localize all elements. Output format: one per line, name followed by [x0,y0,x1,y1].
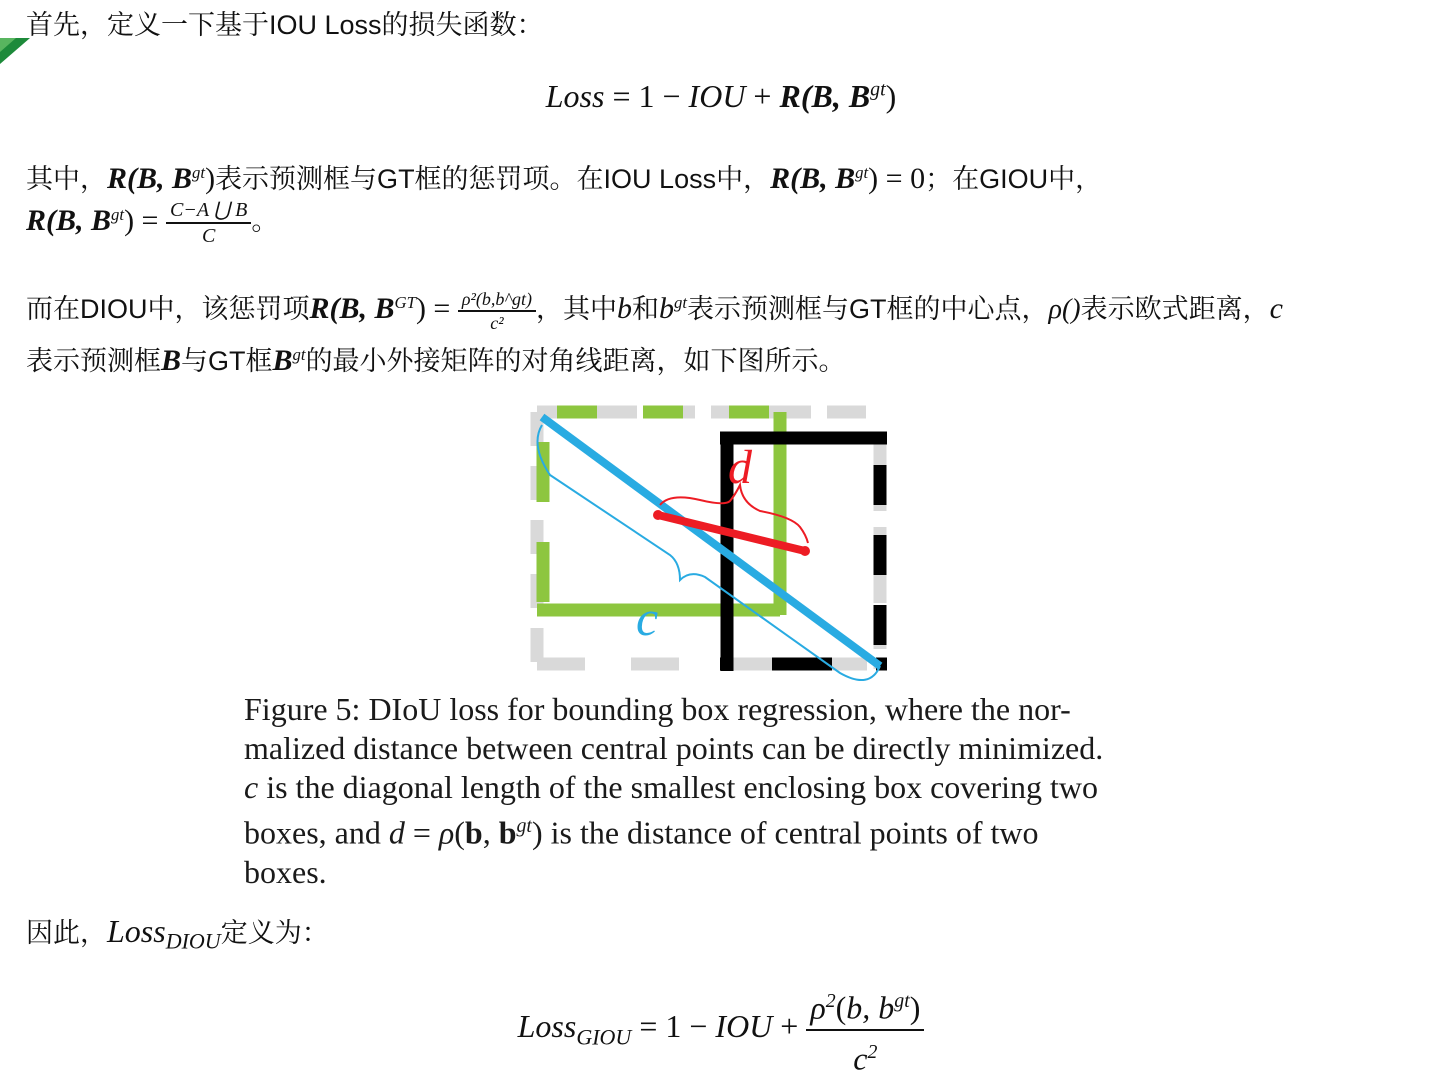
caption-line1-text: DIoU loss for bounding box regression, where the nor- [360,691,1071,727]
para3-bgt-sup: gt [673,293,688,312]
para4-loss: Loss [107,913,166,949]
para2-r1: R(B, B [107,162,193,195]
eq2-loss: Loss [517,1008,577,1044]
para3-line2-text1: 表示预测框 [26,346,161,376]
para2-close1: ) [205,162,216,195]
diagonal-c-line [542,417,880,666]
corner-ribbon-highlight [0,38,16,52]
eq2-close: ) [909,989,921,1026]
eq2-fraction-num [806,980,924,1031]
label-c: c [636,590,659,646]
caption-line4 [244,807,1180,853]
para2-sup1: gt [192,163,206,182]
eq1-plus: + [745,78,780,114]
eq1-equals: = 1 − [604,78,689,114]
para3-text2: ，其中 [535,294,617,324]
para4-sub: DIOU [165,928,221,954]
para4-text1: 因此， [26,918,107,948]
diou-paragraph-line2 [26,338,1416,378]
caption-line4-rest: is the distance of central points of two [542,814,1039,851]
center-point-bgt [800,546,810,556]
para3-text4: 表示预测框与GT框的中心点， [687,294,1049,324]
caption-eq: = [404,814,439,851]
eq1-iou: IOU [688,78,746,114]
para3-c: c [1269,292,1283,325]
para3-close1: ) = [415,292,458,325]
eq2-plus: + [772,1008,807,1044]
penalty-paragraph-line2 [26,198,1416,248]
para2-sup3: gt [111,205,125,225]
eq2-iou: IOU [715,1008,773,1044]
caption-close: ) [531,814,543,851]
para3-line2-text3: 的最小外接矩阵的对角线距离，如下图所示。 [305,346,846,376]
caption-label: Figure 5: [244,691,361,727]
giou-fraction-den: C [201,225,216,247]
eq2-args: b, b [846,989,895,1026]
para2-close2: ) = 0 [868,162,926,195]
para3-line2-Bgt: B [272,344,293,377]
giou-fraction [166,198,251,248]
caption-line4-a: boxes, and [244,814,389,851]
para3-line2-Bgt-sup: gt [292,345,306,364]
diou-fraction-den: c² [490,312,504,333]
para2-r3: R(B, B [26,204,112,238]
eq1-args: (B, B [800,78,871,114]
penalty-paragraph-line1 [26,156,1416,196]
para2-text2: 表示预测框与GT框的惩罚项。在IOU Loss中， [215,164,771,194]
para3-text5: 表示欧式距离， [1080,294,1270,324]
para3-text3: 和 [631,294,659,324]
intro-text: 首先，定义一下基于IOU Loss的损失函数： [26,10,544,40]
para3-sup1: GT [394,293,416,312]
caption-c: c [244,769,259,805]
eq1-sup: gt [870,78,886,101]
para2-text3: ；在GIOU中， [925,164,1103,194]
eq2-rho-sup: 2 [825,990,836,1012]
para2-text4: 。 [251,206,279,237]
eq2-fraction-den [806,1031,924,1080]
caption-line5: boxes. [244,853,327,890]
para2-sup2: gt [855,163,869,182]
caption-b: b [464,814,483,851]
eq1-r: R [779,78,801,114]
caption-line3 [244,768,1180,807]
caption-d: d [388,814,405,851]
para3-bgt: b [658,292,674,325]
therefore-paragraph [26,914,1416,958]
para2-close3: ) = [124,204,166,238]
eq2-den: c [853,1040,868,1077]
eq2-args-open: ( [835,989,847,1026]
equation-iou-loss [0,78,1442,115]
para4-text2: 定义为： [220,918,329,948]
caption-b2: b [498,814,517,851]
giou-fraction-num: C−A ⋃ B [166,198,251,224]
diou-figure [530,405,900,690]
eq1-loss: Loss [545,78,605,114]
para3-line2-text2: 与GT框 [181,346,273,376]
figure-caption [244,690,1180,892]
label-d: d [728,441,752,494]
eq2-sub: GIOU [576,1024,632,1050]
caption-open: ( [454,814,465,851]
para3-b: b [616,292,632,325]
para2-text1: 其中， [26,164,107,194]
equation-diou-loss [0,980,1442,1079]
caption-line3-text: is the diagonal length of the smallest enclosing box covering two [258,769,1099,805]
diou-paragraph-line1 [26,286,1416,334]
para2-r2: R(B, B [770,162,856,195]
para3-text1: 而在DIOU中，该惩罚项 [26,294,310,324]
caption-line1 [244,690,1180,729]
caption-comma: , [482,814,499,851]
para3-r1: R(B, B [309,292,395,325]
diagonal-c-brace [538,425,881,680]
caption-sup: gt [516,815,532,837]
eq2-den-sup: 2 [867,1040,878,1063]
eq1-close: ) [885,78,897,114]
para3-rho: ρ() [1048,294,1081,325]
para3-line2-B: B [161,344,182,377]
eq2-equals: = 1 − [631,1008,716,1044]
caption-line2: malized distance between central points can be directly minimized. [244,730,1104,766]
eq2-fraction [806,980,924,1079]
diou-fraction-num: ρ²(b,b^gt) [458,288,536,312]
diou-penalty-fraction [458,288,536,334]
eq2-rho: ρ [810,989,826,1026]
diou-diagram-svg [530,405,900,685]
caption-rho: ρ [438,814,455,851]
center-point-b [653,510,663,520]
eq2-gt: gt [894,990,910,1012]
